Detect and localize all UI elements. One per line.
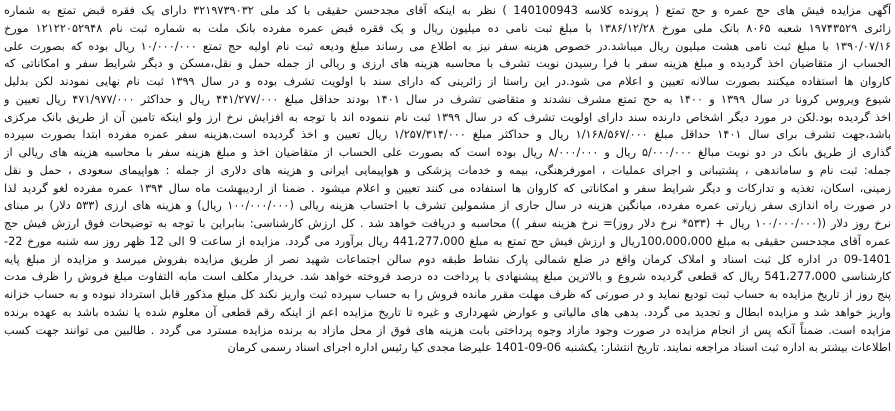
notice-line: کارشناسی 541،277،000 ریال که قطعی گردیده شروع و بالاترین مبلغ پیشنهادی با پرداخت ده درصد فروخته خواهد شد. خریدار مکلف است مابه التفاوت مبلغ فروش را ظرف مدت bbox=[4, 270, 891, 284]
notice-line: باشد،جهت تشرف برای سال ۱۴۰۱ حداقل مبلغ ۱/۱۶۸/۵۶۷/۰۰۰ ریال و حداکثر مبلغ ۱/۲۵۷/۳۱۴/۰۰۰ ریال تعیین و اخذ گردیده است.هزینه سفر عمره مفرده ابتدا بصورت سپرده bbox=[4, 128, 891, 142]
notice-line: زائری ۱۹۷۴۳۵۲۹ شعبه ۸۰۶۵ بانک ملی مورخ ۱۳۸۶/۱۲/۲۸ با مبلغ ثبت نامی ده میلیون ریال و یک فقره قبض عمره مفرده بانک ملت به شماره ثبت نام ۱۲۱۲۲۰۵۲۹۴۸ مورخ bbox=[4, 21, 891, 35]
notice-line: عمره آقای مجدحسن حقیقی به مبلغ 100،000،000ریال و ارزش فیش حج تمتع به مبلغ 441،277،000 ریال برآورد می گردد. مزایده از ساعت 9 الی 12 ظهر روز سه شنبه مورخ 22- bbox=[4, 234, 891, 248]
notice-line: کاروان ها استفاده میکنند بصورت سالانه تعیین و اعلام می شود.در این راستا از زائرینی که دارای سند با اولویت تشرف بوده و در سال ۱۳۹۹ ثبت نام نهایی نمودند لکن بدلیل bbox=[4, 75, 891, 88]
notice-line: گذاری از طریق بانک در دو نوبت مبالغ ۵/۰۰۰/۰۰۰ ریال و ۸/۰۰۰/۰۰۰ ریال بوده است که بصورت علی الحساب از متقاضیان اخذ و مبلغ هزینه سفر با محاسبه هزینه های ریالی از bbox=[4, 146, 891, 159]
notice-line: نرخ روز دلار ((۱۰۰/۰۰۰/۰۰۰ ریال + (۵۳۳* نرخ دلار روز)= نرخ هزینه سفر )) محاسبه و دریافت خواهد شد . کل ارزش کارشناسی: بنابراین با توجه به توضیحات فوق ارزش فیش حج bbox=[4, 217, 891, 230]
notice-line: در صورت راه اندازی سفر زیارتی عمره مفرده، میانگین هزینه در سال جاری از مشمولین تشرف با احتساب هزینه ریالی (۱۰۰/۰۰۰/۰۰۰ ریال) و هزینه های ارزی (۵۳۳ دلار) بر مبنای bbox=[4, 199, 891, 213]
notice-line: 09-1401 در اداره کل ثبت اسناد و املاک کرمان واقع در ضلع شمالی پارک نشاط طبقه دوم سالن اجتماعات شهید نصر از طریق مزایده بفروش میرسد و مزایده از مبلغ پایه bbox=[4, 252, 891, 266]
notice-line: اطلاعات بیشتر به اداره ثبت اسناد مراجعه نمایند. تاریخ انتشار: یکشنبه 06-09-1401 علیرضا مجدی کیا رئیس اداره اجرای اسناد رسمی کرمان bbox=[227, 341, 891, 355]
notice-line: ۱۳۹۰/۰۷/۱۶ با مبلغ ثبت نامی هشت میلیون ریال میباشد.در خصوص هزینه سفر نیز به اطلاع می رساند مبلغ ودیعه ثبت نام اولیه حج تمتع ۱۰/۰۰۰/۰۰۰ ریال بوده که بصورت علی bbox=[4, 39, 891, 53]
notice-line: شیوع ویروس کرونا در سال ۱۳۹۹ و ۱۴۰۰ به حج تمتع مشرف نشدند و متقاضی تشرف در سال ۱۴۰۱ بودند حداقل مبلغ ۴۴۱/۲۷۷/۰۰۰ ریال و حداکثر ۴۷۱/۹۷۷/۰۰۰ ریال تعیین و bbox=[4, 92, 891, 106]
notice-line: پنج روز از تاریخ مزایده به حساب ثبت تودیع نماید و در صورتی که ظرف مهلت مقرر مانده فروش را به حساب سپرده ثبت واریز نکند کل مبلغ مذکور قابل استرداد نبوده و به حساب خزانه bbox=[4, 288, 891, 301]
notice-line: زمینی، اسکان، تغذیه و تدارکات و دیگر شرایط سفر و امکاناتی که کاروان ها استفاده می کنند تعیین و اعلام میشود . ضمنا از اردیبهشت ماه سال ۱۳۹۴ عمره مفرده لغو گردید لذا bbox=[4, 181, 891, 195]
notice-line: آگهی مزایده فیش های حج عمره و حج تمتع ( پرونده کلاسه 140100943 ) نظر به اینکه آقای مجدحسن حقیقی با کد ملی ۳۲۱۹۷۳۹۰۳۲ دارای یک فقره قبض تمتع به شماره bbox=[4, 4, 891, 17]
notice-line: مزایده است. ضمناً آنکه پس از انجام مزایده در صورت وجود مازاد وجوه پرداختی بابت هزینه های فوق از محل مازاد به برنده مزایده مسترد می گردد . طالبین می توانند جهت کسب bbox=[4, 323, 891, 337]
notice-line: جمله: ثبت نام و ساماندهی ، پشتیبانی و اجرای عملیات ، امورفرهنگی، بیمه و خدمات پزشکی و هواپیمایی ایرانی و هزینه های دلاری از جمله : هواپیمای سعودی ، حمل و نقل bbox=[4, 163, 891, 177]
notice-line: اخذ گردیده بود.لکن در مورد دیگر اشخاص دارنده سند دارای اولویت تشرف که در سال ۱۳۹۹ ثبت نام ننموده اند با توجه به افزایش نرخ ارز ولو اینکه تامین آن از طریق بانک مرکزی bbox=[4, 110, 891, 124]
notice-line: الحساب از متقاضیان اخذ گردیده و مبلغ هزینه سفر با فرا رسیدن نوبت تشرف با محاسبه هزینه های ارزی و ریالی از جمله حمل و نقل،مسکن و دیگر شرایط سفر و امکاناتی که bbox=[4, 57, 891, 71]
notice-line: واریز خواهد شد و مزایده ابطال و تجدید می گردد. بدهی های مالیاتی و عوارض شهرداری و غیره تا تاریخ مزایده اعم از اینکه رقم قطعی آن معلوم شده یا نشده باشد به عهده برنده bbox=[4, 305, 891, 319]
